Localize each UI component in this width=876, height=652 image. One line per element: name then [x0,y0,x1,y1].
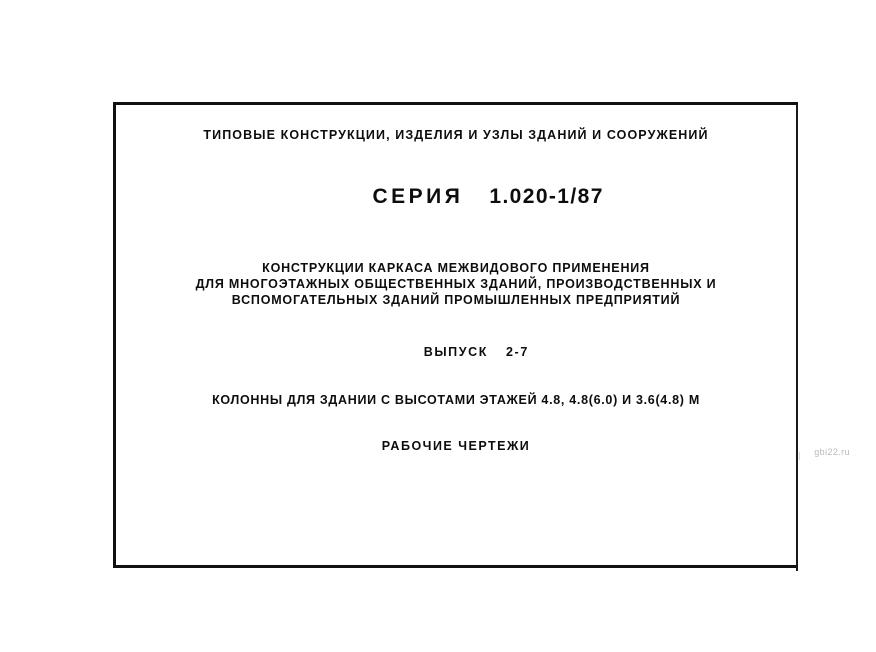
issue-line [116,328,796,376]
series-number: 1.020-1/87 [489,184,604,208]
series-label: СЕРИЯ [372,184,464,208]
document-kind: РАБОЧИЕ ЧЕРТЕЖИ [381,438,531,453]
subtitle-line-2: ДЛЯ МНОГОЭТАЖНЫХ ОБЩЕСТВЕННЫХ ЗДАНИЙ, ПРОИЗВОДСТВЕННЫХ И [195,276,717,291]
watermark-text: gbi22.ru [814,447,850,457]
subtitle-line-3: ВСПОМОГАТЕЛЬНЫХ ЗДАНИЙ ПРОМЫШЛЕННЫХ ПРЕДПРИЯТИЙ [231,292,681,307]
subtitle-group [116,260,796,308]
issue-title: КОЛОННЫ ДЛЯ ЗДАНИИ С ВЫСОТАМИ ЭТАЖЕЙ 4.8, 4.8(6.0) И 3.6(4.8) М [212,392,700,407]
watermark-tick [799,452,800,460]
title-block [116,127,796,454]
document-header-line: ТИПОВЫЕ КОНСТРУКЦИИ, ИЗДЕЛИЯ И УЗЛЫ ЗДАНИЙ И СООРУЖЕНИЙ [203,128,709,142]
series-line [116,157,796,238]
subtitle-line-1: КОНСТРУКЦИИ КАРКАСА МЕЖВИДОВОГО ПРИМЕНЕНИЯ [262,260,650,275]
issue-number: 2-7 [506,344,529,359]
drawing-frame-border [113,102,798,568]
issue-label: ВЫПУСК [423,344,488,359]
